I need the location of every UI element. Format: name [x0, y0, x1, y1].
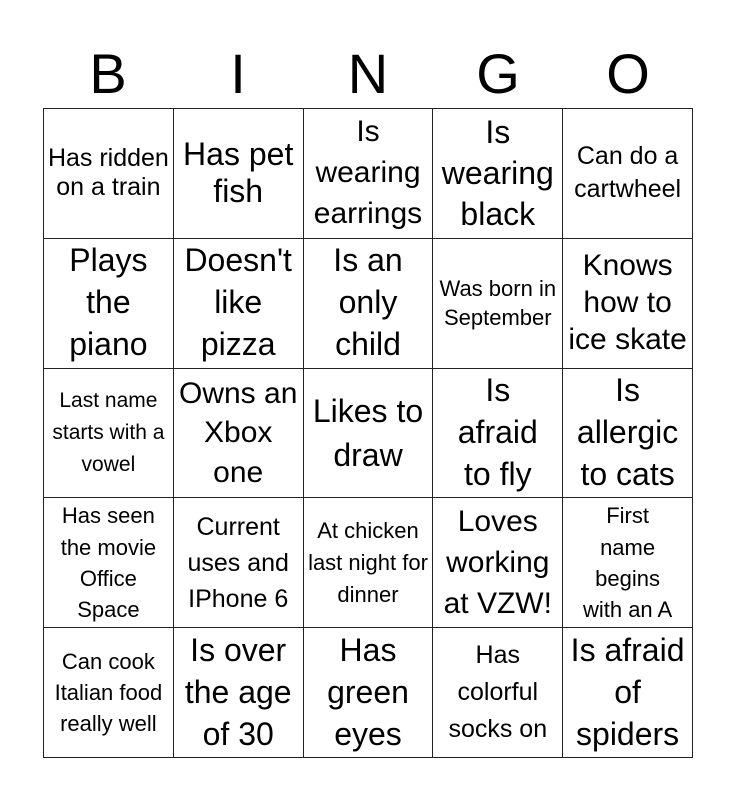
- bingo-cell[interactable]: [563, 369, 693, 499]
- cell-text: First name begins with an A: [582, 503, 673, 623]
- cell-text: Is afraid to fly: [457, 372, 538, 492]
- cell-text: Has pet fish: [183, 135, 294, 210]
- bingo-cell[interactable]: [44, 239, 174, 369]
- cell-text: At chicken last night for dinner: [308, 517, 428, 607]
- bingo-cell[interactable]: [174, 109, 304, 239]
- cell-text: Is allergic to cats: [576, 372, 679, 492]
- cell-text: Loves working at VZW!: [443, 504, 552, 621]
- header-letter-i: I: [230, 42, 246, 105]
- bingo-cell[interactable]: [304, 628, 434, 758]
- bingo-cell[interactable]: [304, 498, 434, 628]
- bingo-cell[interactable]: [433, 239, 563, 369]
- bingo-cell[interactable]: [304, 109, 434, 239]
- bingo-cell[interactable]: [174, 498, 304, 628]
- cell-text: Has colorful socks on: [448, 641, 548, 744]
- cell-text: Is afraid of spiders: [570, 631, 685, 752]
- cell-text: Last name starts with a vowel: [52, 389, 165, 476]
- cell-text: Has seen the movie Office Space: [60, 503, 157, 623]
- bingo-header: [43, 40, 693, 108]
- cell-text: Owns an Xbox one: [179, 377, 298, 489]
- bingo-cell[interactable]: [304, 239, 434, 369]
- bingo-grid: [43, 108, 693, 758]
- cell-text: Plays the piano: [69, 242, 148, 363]
- cell-text: Likes to draw: [312, 392, 424, 473]
- header-letter-o: O: [606, 42, 650, 105]
- header-letter-g: G: [476, 42, 520, 105]
- cell-text: Can cook Italian food really well: [54, 648, 163, 737]
- bingo-cell[interactable]: [174, 239, 304, 369]
- header-letter-b: B: [89, 42, 127, 105]
- bingo-cell[interactable]: [44, 369, 174, 499]
- bingo-cell[interactable]: [433, 628, 563, 758]
- bingo-cell[interactable]: [44, 109, 174, 239]
- bingo-cell[interactable]: [433, 109, 563, 239]
- bingo-cell[interactable]: [174, 369, 304, 499]
- bingo-cell[interactable]: [563, 239, 693, 369]
- bingo-cell[interactable]: [563, 498, 693, 628]
- bingo-cell[interactable]: [44, 628, 174, 758]
- cell-text: Knows how to ice skate: [568, 248, 687, 356]
- cell-text: Current uses and IPhone 6: [187, 512, 289, 613]
- bingo-cell[interactable]: [563, 109, 693, 239]
- cell-text: Was born in September: [439, 275, 557, 331]
- cell-text: Is an only child: [333, 242, 403, 363]
- cell-text: Is wearing earrings: [313, 115, 423, 230]
- cell-text: Can do a cartwheel: [574, 142, 682, 204]
- bingo-cell[interactable]: [433, 498, 563, 628]
- header-letter-n: N: [347, 42, 389, 105]
- cell-text: Is wearing black: [441, 113, 554, 232]
- bingo-cell[interactable]: [433, 369, 563, 499]
- bingo-cell[interactable]: [44, 498, 174, 628]
- cell-text: Has ridden on a train: [47, 144, 169, 202]
- bingo-cell[interactable]: [174, 628, 304, 758]
- cell-text: Doesn't like pizza: [184, 242, 292, 363]
- bingo-cell[interactable]: [304, 369, 434, 499]
- bingo-cell[interactable]: [563, 628, 693, 758]
- cell-text: Has green eyes: [327, 631, 409, 752]
- cell-text: Is over the age of 30: [184, 631, 292, 752]
